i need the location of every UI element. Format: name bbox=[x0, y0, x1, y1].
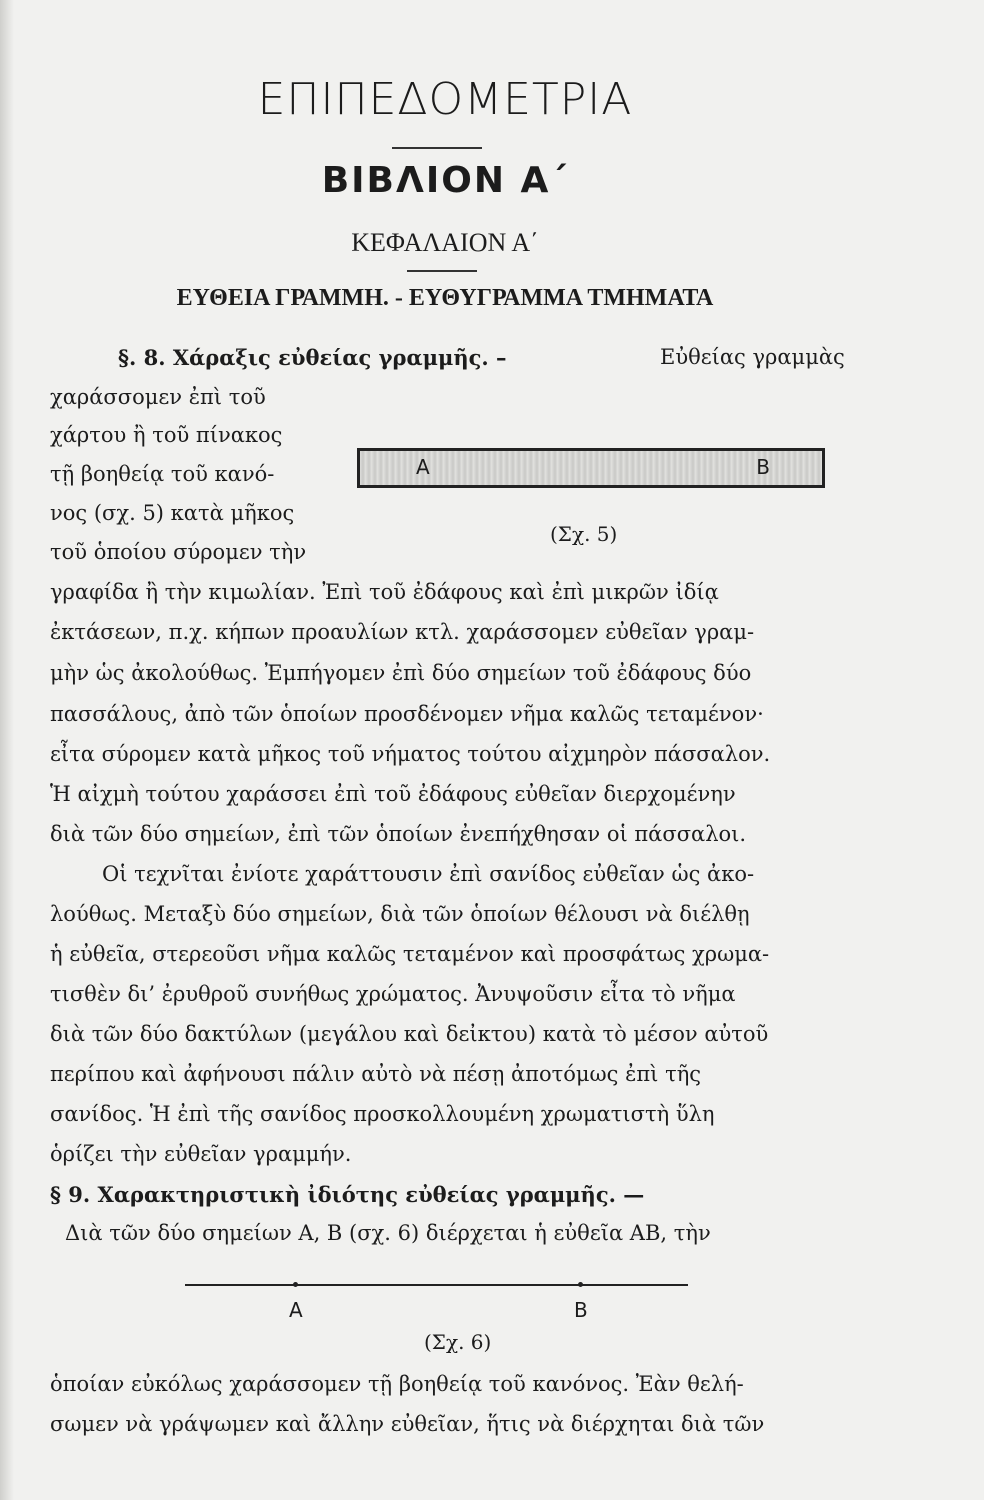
figure-6-point-a bbox=[293, 1282, 298, 1287]
page-edge-shadow bbox=[0, 0, 14, 1500]
text-line: διὰ τῶν δύο σημείων, ἐπὶ τῶν ὁποίων ἐνεπήχθησαν οἱ πάσσαλοι. bbox=[50, 822, 747, 846]
text-line: περίπου καὶ ἀφήνουσι πάλιν αὐτὸ νὰ πέσῃ ἀποτόμως ἐπὶ τῆς bbox=[50, 1062, 702, 1086]
text-line: Εὐθείας γραμμὰς bbox=[660, 345, 845, 369]
text-line: τοῦ ὁποίου σύρομεν τὴν bbox=[50, 540, 307, 564]
text-line: τισθὲν δι’ ἐρυθροῦ συνήθως χρώματος. Ἀνυψοῦσιν εἶτα τὸ νῆμα bbox=[50, 982, 736, 1006]
figure-6-line bbox=[185, 1284, 688, 1286]
text-line: χαράσσομεν ἐπὶ τοῦ bbox=[50, 385, 266, 409]
section-8-heading: §. 8. Χάραξις εὐθείας γραμμῆς. – bbox=[118, 345, 507, 370]
text-line: νος (σχ. 5) κατὰ μῆκος bbox=[50, 501, 295, 525]
text-line: Οἱ τεχνῖται ἐνίοτε χαράττουσιν ἐπὶ σανίδος εὐθεῖαν ὡς ἀκο- bbox=[102, 862, 755, 886]
figure-5-caption: (Σχ. 5) bbox=[550, 522, 618, 546]
text-line: Διὰ τῶν δύο σημείων Α, Β (σχ. 6) διέρχεται ἡ εὐθεῖα ΑΒ, τὴν bbox=[65, 1221, 711, 1245]
text-line: μὴν ὡς ἀκολούθως. Ἐμπήγομεν ἐπὶ δύο σημείων τοῦ ἐδάφους δύο bbox=[50, 661, 752, 685]
chapter-title: ΚΕΦΑΛΑΙΟΝ Α΄ bbox=[351, 228, 539, 257]
figure-6-label-b: Β bbox=[574, 1298, 588, 1322]
title-rule-2 bbox=[407, 270, 477, 272]
text-line: τῇ βοηθείᾳ τοῦ κανό- bbox=[50, 462, 275, 486]
figure-6-label-a: Α bbox=[289, 1298, 303, 1322]
text-line: γραφίδα ἢ τὴν κιμωλίαν. Ἐπὶ τοῦ ἐδάφους καὶ ἐπὶ μικρῶν ἰδίᾳ bbox=[50, 580, 719, 604]
section-9-heading: § 9. Χαρακτηριστικὴ ἰδιότης εὐθείας γραμμῆς. — bbox=[50, 1182, 645, 1207]
text-line: σωμεν νὰ γράψωμεν καὶ ἄλλην εὐθεῖαν, ἥτις νὰ διέρχηται διὰ τῶν bbox=[50, 1412, 765, 1436]
text-line: σανίδος. Ἡ ἐπὶ τῆς σανίδος προσκολλουμένη χρωματιστὴ ὕλη bbox=[50, 1102, 715, 1126]
book-title: ΒΙΒΛΙΟΝ Α΄ bbox=[321, 160, 569, 201]
text-line: ὁρίζει τὴν εὐθεῖαν γραμμήν. bbox=[50, 1142, 352, 1166]
figure-5-label-a: Α bbox=[416, 455, 430, 479]
text-line: εἶτα σύρομεν κατὰ μῆκος τοῦ νήματος τούτου αἰχμηρὸν πάσσαλον. bbox=[50, 742, 771, 766]
text-line: ἡ εὐθεῖα, στερεοῦσι νῆμα καλῶς τεταμένον καὶ προσφάτως χρωμα- bbox=[50, 942, 770, 966]
figure-6-point-b bbox=[578, 1282, 583, 1287]
figure-6-caption: (Σχ. 6) bbox=[424, 1330, 492, 1354]
text-line: Ἡ αἰχμὴ τούτου χαράσσει ἐπὶ τοῦ ἐδάφους εὐθεῖαν διερχομένην bbox=[50, 782, 736, 806]
text-line: ὁποίαν εὐκόλως χαράσσομεν τῇ βοηθείᾳ τοῦ κανόνος. Ἐὰν θελή- bbox=[50, 1372, 744, 1396]
title-rule-1 bbox=[392, 147, 482, 149]
text-line: λούθως. Μεταξὺ δύο σημείων, διὰ τῶν ὁποίων θέλουσι νὰ διέλθῃ bbox=[50, 902, 750, 926]
text-line: χάρτου ἢ τοῦ πίνακος bbox=[50, 423, 283, 447]
figure-5-label-b: Β bbox=[756, 455, 770, 479]
text-line: ἐκτάσεων, π.χ. κήπων προαυλίων κτλ. χαράσσομεν εὐθεῖαν γραμ- bbox=[50, 620, 755, 644]
chapter-subtitle: ΕΥΘΕΙΑ ΓΡΑΜΜΗ. - ΕΥΘΥΓΡΑΜΜΑ ΤΜΗΜΑΤΑ bbox=[176, 285, 714, 311]
main-title: ΕΠΙΠΕΔΟΜΕΤΡΙΑ bbox=[257, 74, 633, 125]
text-line: διὰ τῶν δύο δακτύλων (μεγάλου καὶ δεἰκτου) κατὰ τὸ μέσον αὐτοῦ bbox=[50, 1022, 769, 1046]
figure-5-ruler bbox=[357, 448, 825, 488]
text-line: πασσάλους, ἀπὸ τῶν ὁποίων προσδένομεν νῆμα καλῶς τεταμένον· bbox=[50, 702, 764, 726]
